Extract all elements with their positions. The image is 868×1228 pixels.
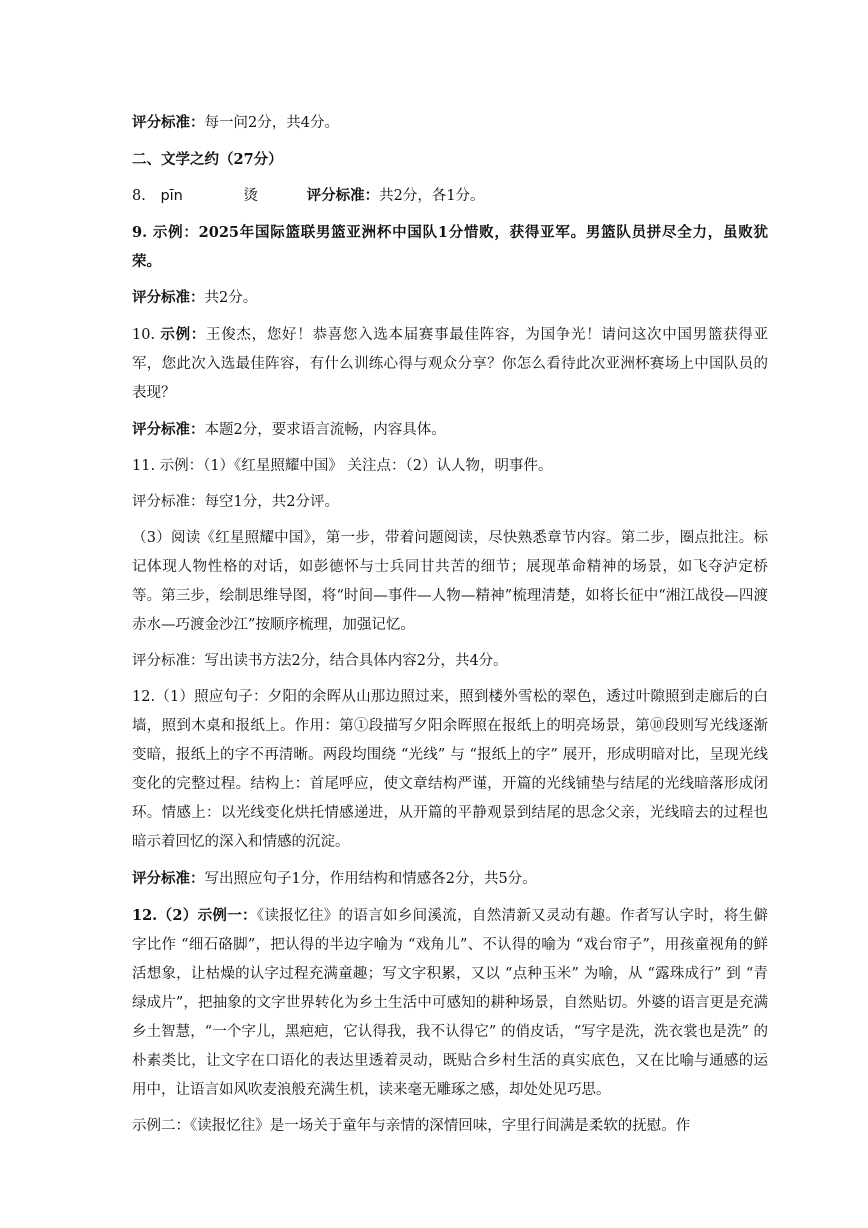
question-12-part-2-example-1: 12.（2）示例一：《读报忆往》的语言如乡间溪流，自然清新又灵动有趣。作者写认字时，将生僻字比作 “细石硌脚”，把认得的半边字喻为 “戏角儿”、不认得的喻为 “戏台帘子”，用孩童视角的鲜活想象，让枯燥的认字过程充满童趣；写文字积累，又以 “点种玉米” 为喻，从 “露珠成行” 到 “青绿成片”，把抽象的文字世界转化为乡土生活中可感知的耕种场景，自然贴切。外婆的语言更是充满乡土智慧，“一个字儿，黑疤疤，它认得我，我不认得它” 的俏皮话，“写字是洗，洗衣裳也是洗” 的朴素类比，让文字在口语化的表达里透着灵动，既贴合乡村生活的真实底色，又在比喻与通感的运用中，让语言如风吹麦浪般充满生机，读来毫无雕琢之感，却处处见巧思。 [132,907,768,1098]
prev-score-standard: 评分标准：每一问2分，共4分。 [132,114,339,131]
question-11: 11. 示例：（1）《红星照耀中国》 关注点：（2）认人物，明事件。 [132,458,553,474]
example-label: 12.（2）示例一： [132,907,257,924]
score-label: 评分标准： [132,114,205,131]
q11-score-standard: 评分标准：每空1分，共2分评。 [132,494,339,510]
score-label: 评分标准： [132,421,205,438]
character-answer: 烫 [243,188,258,204]
question-10: 10. 示例：王俊杰，您好！恭喜您入选本届赛事最佳阵容，为国争光！请问这次中国男篮获得亚军，您此次入选最佳阵容，有什么训练心得与观众分享？你怎么看待此次亚洲杯赛场上中国队员的表现？ [132,326,769,401]
question-12-part-2-example-2: 示例二：《读报忆往》是一场关于童年与亲情的深情回味，字里行间满是柔软的抚慰。作 [132,1118,691,1134]
score-label: 评分标准： [132,870,205,887]
question-number: 10. [132,327,161,343]
q12-1-score-standard: 评分标准：写出照应句子1分，作用结构和情感各2分，共5分。 [132,870,537,887]
question-8: 8. pīn 烫 评分标准：共2分，各1分。 [132,181,768,211]
question-9: 9. 示例：2025年国际篮联男篮亚洲杯中国队1分惜败，获得亚军。男篮队员拼尽全力，虽败犹荣。 [132,224,768,270]
question-number: 8. [132,188,146,204]
score-label: 评分标准： [132,289,205,306]
q10-score-standard: 评分标准：本题2分，要求语言流畅，内容具体。 [132,421,446,438]
score-label: 评分标准： [306,187,380,204]
example-label: 示例： [160,326,207,343]
question-11-part-3: （3）阅读《红星照耀中国》，第一步，带着问题阅读，尽快熟悉章节内容。第二步，圈点批注。标记体现人物性格的对话，如彭德怀与士兵同甘共苦的细节；展现革命精神的场景，如飞夺泸定桥等。第三步，绘制思维导图，将“时间—事件—人物—精神”梳理清楚，如将长征中“湘江战役—四渡赤水—巧渡金沙江”按顺序梳理，加强记忆。 [132,530,768,633]
question-12-part-1: 12.（1）照应句子：夕阳的余晖从山那边照过来，照到楼外雪松的翠色，透过叶隙照到走廊后的白墙，照到木桌和报纸上。作用：第①段描写夕阳余晖照在报纸上的明亮场景，第⑩段则写光线逐渐变暗，报纸上的字不再清晰。两段均围绕 “光线” 与 “报纸上的字” 展开，形成明暗对比，呈现光线变化的完整过程。结构上：首尾呼应，使文章结构严谨，开篇的光线铺垫与结尾的光线暗落形成闭环。情感上：以光线变化烘托情感递进，从开篇的平静观景到结尾的思念父亲，光线暗去的过程也暗示着回忆的深入和情感的沉淀。 [132,689,768,850]
section-heading: 二、文学之约（27分） [132,151,283,168]
q11-3-score-standard: 评分标准：写出读书方法2分，结合具体内容2分，共4分。 [132,653,508,669]
pinyin-answer: pīn [160,188,183,204]
q9-score-standard: 评分标准：共2分。 [132,289,258,306]
